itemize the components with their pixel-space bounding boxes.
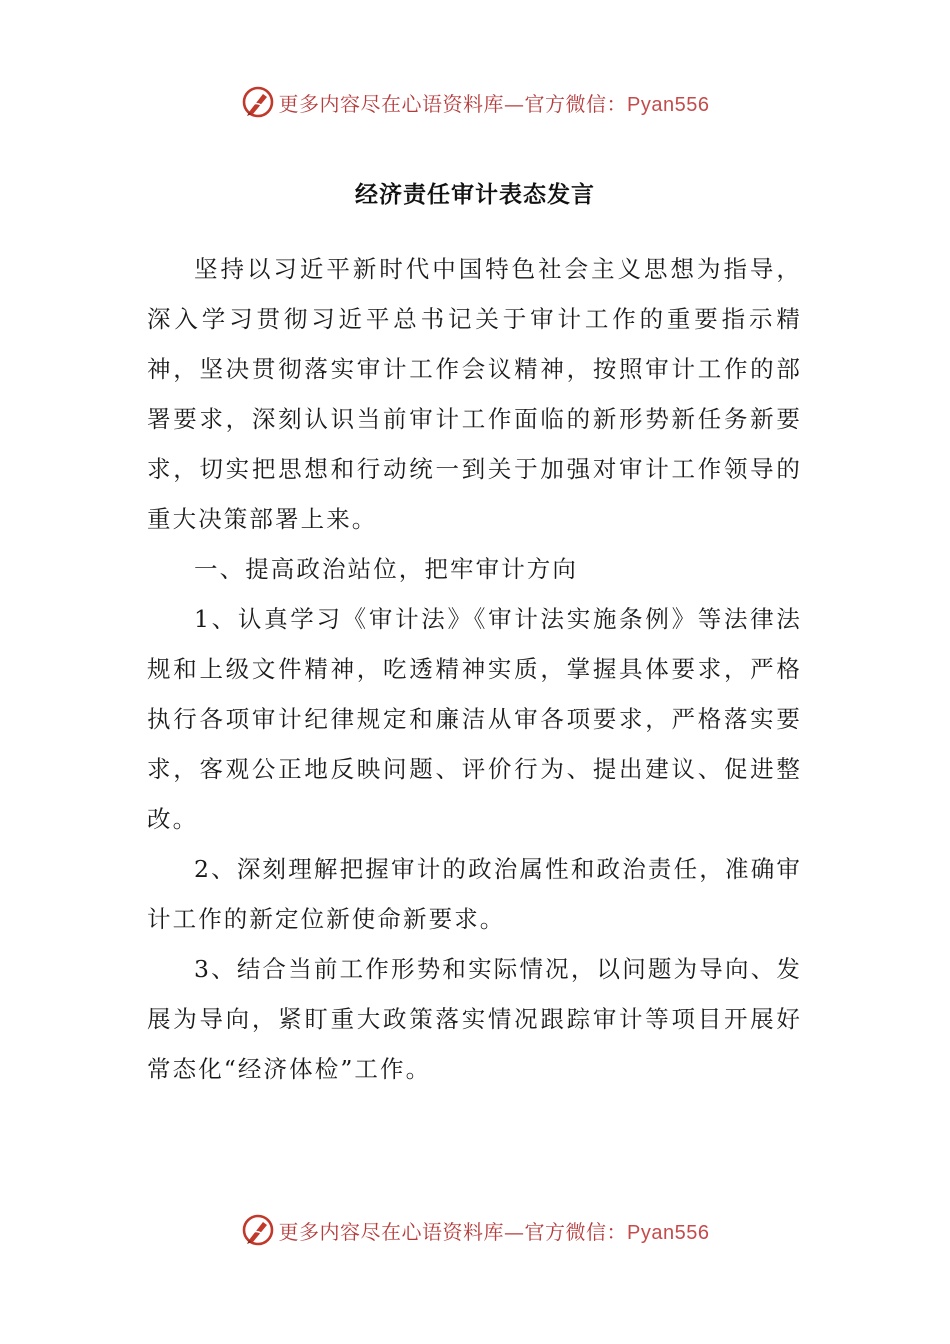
pen-logo-icon <box>241 85 275 119</box>
document-title: 经济责任审计表态发言 <box>355 182 595 208</box>
document-body <box>147 244 802 1094</box>
footer-watermark <box>0 1210 950 1250</box>
intro-paragraph: 坚持以习近平新时代中国特色社会主义思想为指导，深入学习贯彻习近平总书记关于审计工作的重要指示精神，坚决贯彻落实审计工作会议精神，按照审计工作的部署要求，深刻认识当前审计工作面临的新形势新任务新要求，切实把思想和行动统一到关于加强对审计工作领导的重大决策部署上来。 <box>147 255 802 533</box>
item-paragraph-1: 1、认真学习《审计法》《审计法实施条例》等法律法规和上级文件精神，吃透精神实质，掌握具体要求，严格执行各项审计纪律规定和廉洁从审各项要求，严格落实要求，客观公正地反映问题、评价行为、提出建议、促进整改。 <box>147 605 802 833</box>
item-paragraph-2: 2、深刻理解把握审计的政治属性和政治责任，准确审计工作的新定位新使命新要求。 <box>147 855 802 933</box>
watermark-label: 更多内容尽在心语资料库—官方微信： <box>278 1219 628 1244</box>
section-heading: 一、提高政治站位，把牢审计方向 <box>194 555 578 583</box>
header-watermark <box>0 82 950 122</box>
item-paragraph-3: 3、结合当前工作形势和实际情况，以问题为导向、发展为导向，紧盯重大政策落实情况跟踪审计等项目开展好常态化“经济体检”工作。 <box>147 955 802 1083</box>
watermark-text <box>279 88 710 117</box>
watermark-wechat-id: Pyan556 <box>627 93 710 116</box>
watermark-wechat-id: Pyan556 <box>627 1221 710 1244</box>
watermark-text <box>279 1216 710 1245</box>
watermark-label: 更多内容尽在心语资料库—官方微信： <box>278 91 628 116</box>
pen-logo-icon <box>241 1213 275 1247</box>
